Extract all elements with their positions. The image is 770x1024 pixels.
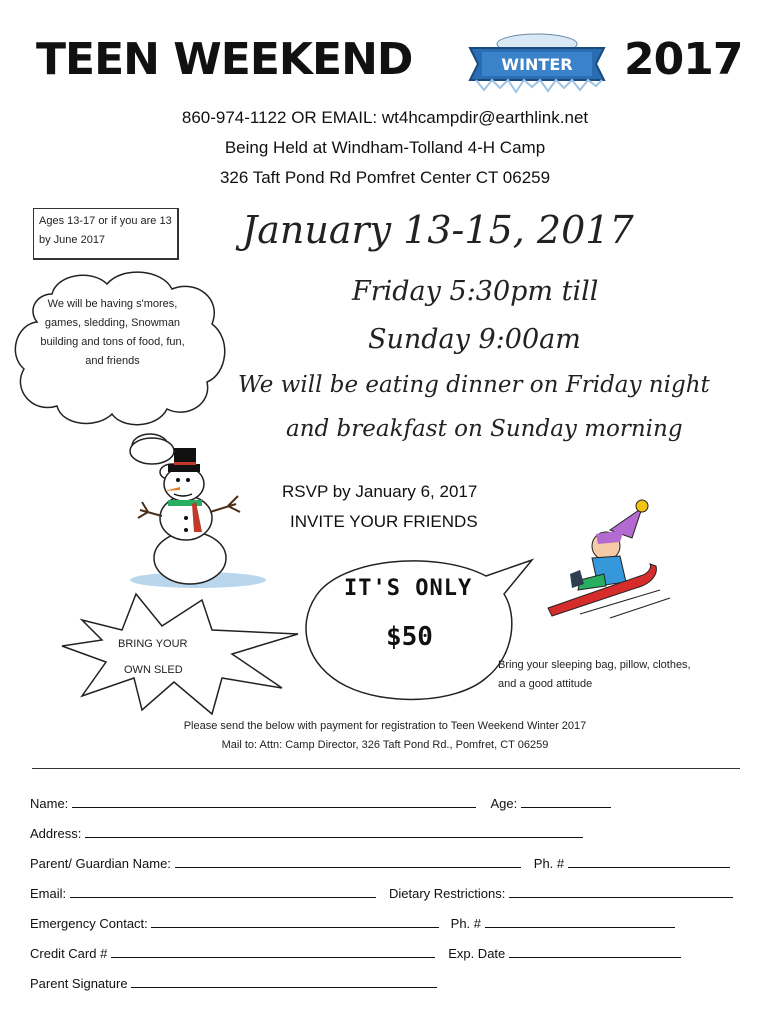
field-exp[interactable] xyxy=(509,944,681,958)
label-age: Age: xyxy=(490,796,518,811)
label-address: Address: xyxy=(30,826,82,841)
event-dates: January 13-15, 2017 xyxy=(242,208,634,252)
label-dietary: Dietary Restrictions: xyxy=(389,886,506,901)
mail-line-2: Mail to: Attn: Camp Director, 326 Taft Pond Rd., Pomfret, CT 06259 xyxy=(221,739,549,751)
field-email[interactable] xyxy=(70,884,376,898)
field-age[interactable] xyxy=(521,794,611,808)
bring-items-note: Bring your sleeping bag, pillow, clothes, and a good attitude xyxy=(498,659,691,690)
badge-text: WINTER xyxy=(501,55,573,74)
field-address[interactable] xyxy=(85,824,583,838)
form-row-emergency xyxy=(30,914,675,931)
form-row-guardian xyxy=(30,854,730,871)
sledding-kid-illustration xyxy=(540,494,690,624)
winter-badge xyxy=(462,30,612,94)
label-guardian: Parent/ Guardian Name: xyxy=(30,856,171,871)
mail-line-1: Please send the below with payment for registration to Teen Weekend Winter 2017 xyxy=(183,720,587,732)
form-row-credit xyxy=(30,944,681,961)
label-signature: Parent Signature xyxy=(30,976,128,991)
label-emergency: Emergency Contact: xyxy=(30,916,148,931)
label-name: Name: xyxy=(30,796,69,811)
address-line: 326 Taft Pond Rd Pomfret Center CT 06259 xyxy=(219,168,551,187)
cloud-text: We will be having s'mores, games, sledding, Snowman building and tons of food, fun, and friends xyxy=(40,298,185,367)
field-guardian[interactable] xyxy=(175,854,521,868)
event-time-end: Sunday 9:00am xyxy=(368,324,581,355)
form-row-name xyxy=(30,794,611,811)
field-phone[interactable] xyxy=(568,854,730,868)
form-row-address xyxy=(30,824,583,841)
contact-line: 860-974-1122 OR EMAIL: wt4hcampdir@earthlink.net xyxy=(181,108,589,127)
location-line: Being Held at Windham-Tolland 4-H Camp xyxy=(224,138,546,157)
price-line-2: $50 xyxy=(386,622,433,652)
label-exp: Exp. Date xyxy=(448,946,506,961)
event-time-start: Friday 5:30pm till xyxy=(352,276,599,307)
field-name[interactable] xyxy=(72,794,476,808)
form-row-signature xyxy=(30,974,437,991)
field-dietary[interactable] xyxy=(509,884,733,898)
ages-note xyxy=(33,208,179,260)
label-phone-2: Ph. # xyxy=(450,916,482,931)
field-credit[interactable] xyxy=(111,944,435,958)
rsvp-line: RSVP by January 6, 2017 xyxy=(282,482,478,501)
title-teen-weekend: TEEN WEEKEND xyxy=(36,34,413,85)
label-credit: Credit Card # xyxy=(30,946,108,961)
price-line-1: IT'S ONLY xyxy=(344,576,473,601)
sled-starburst xyxy=(62,590,302,720)
event-meals-1: We will be eating dinner on Friday night xyxy=(238,372,710,398)
label-email: Email: xyxy=(30,886,67,901)
sled-note-2: OWN SLED xyxy=(124,664,183,676)
label-phone: Ph. # xyxy=(533,856,565,871)
field-phone-2[interactable] xyxy=(485,914,675,928)
field-emergency[interactable] xyxy=(151,914,439,928)
field-signature[interactable] xyxy=(131,974,437,988)
form-row-email xyxy=(30,884,733,901)
invite-line: INVITE YOUR FRIENDS xyxy=(290,512,478,531)
separator-line xyxy=(32,768,740,769)
sled-note-1: BRING YOUR xyxy=(118,638,188,650)
title-year: 2017 xyxy=(624,34,743,85)
thought-bubble-small xyxy=(128,436,178,470)
ages-note-text: Ages 13-17 or if you are 13 by June 2017 xyxy=(39,215,172,246)
event-meals-2: and breakfast on Sunday morning xyxy=(286,416,683,442)
